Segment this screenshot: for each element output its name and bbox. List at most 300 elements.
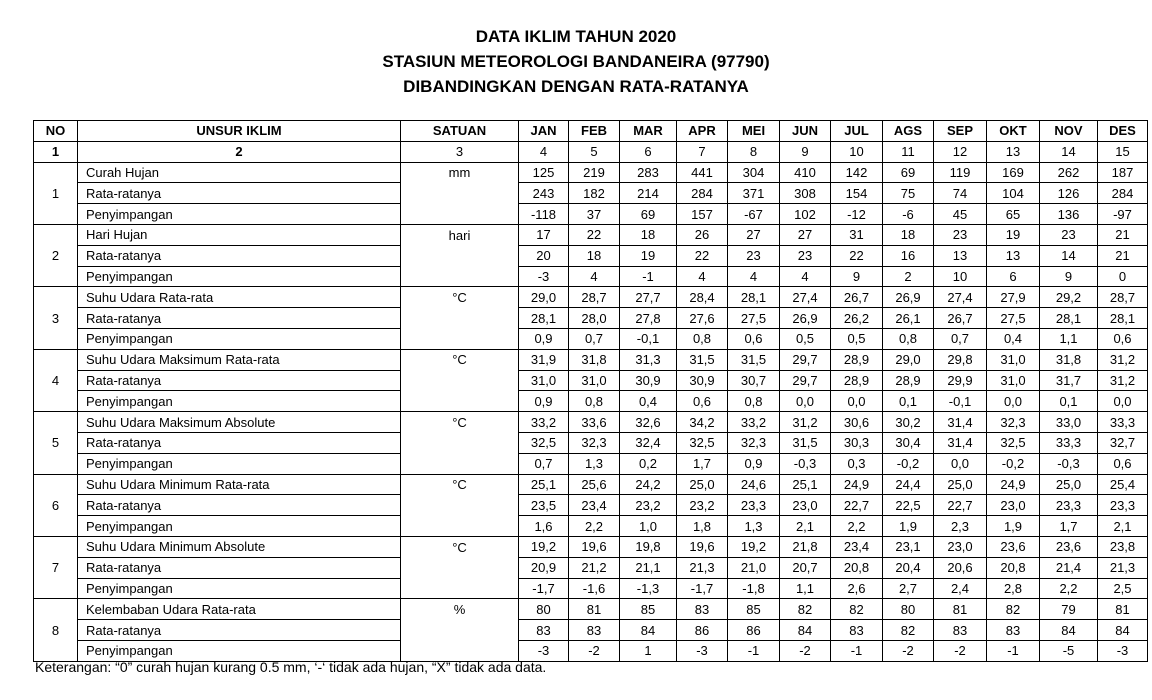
header-month: JUL <box>831 121 883 142</box>
value-cell: 19,2 <box>519 536 569 557</box>
value-cell: 30,6 <box>831 412 883 433</box>
unit-cell <box>401 328 519 349</box>
value-cell: 23,4 <box>569 495 620 516</box>
unit-cell <box>401 453 519 474</box>
value-cell: 33,3 <box>1040 432 1098 453</box>
value-cell: 29,2 <box>1040 287 1098 308</box>
value-cell: 0,0 <box>1098 391 1148 412</box>
value-cell: 0,9 <box>519 328 569 349</box>
value-cell: 154 <box>831 183 883 204</box>
value-cell: 22,7 <box>934 495 987 516</box>
element-name: Hari Hujan <box>78 224 401 245</box>
value-cell: 32,3 <box>728 432 780 453</box>
value-cell: 28,7 <box>569 287 620 308</box>
value-cell: 20,8 <box>831 557 883 578</box>
header-month: DES <box>1098 121 1148 142</box>
value-cell: -2 <box>883 640 934 661</box>
value-cell: 20,6 <box>934 557 987 578</box>
value-cell: 2,2 <box>831 516 883 537</box>
value-cell: 18 <box>620 224 677 245</box>
value-cell: 82 <box>831 599 883 620</box>
header-month: FEB <box>569 121 620 142</box>
value-cell: 0,4 <box>987 328 1040 349</box>
value-cell: 4 <box>677 266 728 287</box>
value-cell: 0,1 <box>883 391 934 412</box>
table-row <box>34 224 1148 245</box>
value-cell: 20,8 <box>987 557 1040 578</box>
value-cell: 157 <box>677 204 728 225</box>
table-row <box>34 453 1148 474</box>
value-cell: 27,8 <box>620 308 677 329</box>
value-cell: -2 <box>569 640 620 661</box>
table-row <box>34 308 1148 329</box>
value-cell: 28,1 <box>1040 308 1098 329</box>
value-cell: 83 <box>987 620 1040 641</box>
value-cell: 20,4 <box>883 557 934 578</box>
element-name: Rata-ratanya <box>78 620 401 641</box>
value-cell: 33,0 <box>1040 412 1098 433</box>
value-cell: 21,8 <box>780 536 831 557</box>
value-cell: 0,0 <box>987 391 1040 412</box>
value-cell: 32,5 <box>519 432 569 453</box>
column-number: 7 <box>677 141 728 162</box>
table-row <box>34 432 1148 453</box>
value-cell: 0,5 <box>831 328 883 349</box>
value-cell: 1,8 <box>677 516 728 537</box>
value-cell: 31,0 <box>987 370 1040 391</box>
value-cell: 23,3 <box>728 495 780 516</box>
value-cell: -5 <box>1040 640 1098 661</box>
value-cell: 24,9 <box>831 474 883 495</box>
value-cell: 22 <box>569 224 620 245</box>
value-cell: 23,6 <box>1040 536 1098 557</box>
value-cell: -0,3 <box>1040 453 1098 474</box>
column-number: 8 <box>728 141 780 162</box>
unit-cell <box>401 557 519 578</box>
value-cell: 27 <box>780 224 831 245</box>
value-cell: -1,6 <box>569 578 620 599</box>
value-cell: 82 <box>987 599 1040 620</box>
value-cell: 19,6 <box>569 536 620 557</box>
value-cell: 25,0 <box>677 474 728 495</box>
value-cell: 21,3 <box>677 557 728 578</box>
value-cell: 23,2 <box>620 495 677 516</box>
value-cell: 0,9 <box>728 453 780 474</box>
value-cell: 0,1 <box>1040 391 1098 412</box>
value-cell: 142 <box>831 162 883 183</box>
unit-cell: °C <box>401 412 519 433</box>
value-cell: 2,3 <box>934 516 987 537</box>
element-name: Kelembaban Udara Rata-rata <box>78 599 401 620</box>
value-cell: -67 <box>728 204 780 225</box>
value-cell: 86 <box>728 620 780 641</box>
value-cell: 31,5 <box>677 349 728 370</box>
value-cell: 0,3 <box>831 453 883 474</box>
unit-cell: mm <box>401 162 519 183</box>
value-cell: 26 <box>677 224 728 245</box>
value-cell: -0,1 <box>934 391 987 412</box>
value-cell: 0,7 <box>934 328 987 349</box>
column-number: 9 <box>780 141 831 162</box>
element-name: Rata-ratanya <box>78 245 401 266</box>
value-cell: 26,1 <box>883 308 934 329</box>
value-cell: -0,3 <box>780 453 831 474</box>
value-cell: 25,1 <box>519 474 569 495</box>
value-cell: -12 <box>831 204 883 225</box>
value-cell: -1,7 <box>519 578 569 599</box>
value-cell: -1,3 <box>620 578 677 599</box>
value-cell: 32,5 <box>677 432 728 453</box>
value-cell: -1 <box>620 266 677 287</box>
table-row <box>34 557 1148 578</box>
value-cell: 81 <box>1098 599 1148 620</box>
value-cell: 21,0 <box>728 557 780 578</box>
value-cell: 18 <box>883 224 934 245</box>
value-cell: 65 <box>987 204 1040 225</box>
column-number: 5 <box>569 141 620 162</box>
value-cell: 243 <box>519 183 569 204</box>
title-line-2: STASIUN METEOROLOGI BANDANEIRA (97790) <box>382 52 770 71</box>
value-cell: 27,6 <box>677 308 728 329</box>
value-cell: 21,4 <box>1040 557 1098 578</box>
value-cell: -0,2 <box>987 453 1040 474</box>
value-cell: 22 <box>831 245 883 266</box>
value-cell: 27,5 <box>728 308 780 329</box>
value-cell: 69 <box>620 204 677 225</box>
value-cell: 2,1 <box>780 516 831 537</box>
value-cell: -3 <box>1098 640 1148 661</box>
value-cell: 20 <box>519 245 569 266</box>
value-cell: 0,2 <box>620 453 677 474</box>
value-cell: 28,7 <box>1098 287 1148 308</box>
value-cell: 29,0 <box>883 349 934 370</box>
value-cell: 23,4 <box>831 536 883 557</box>
value-cell: 80 <box>883 599 934 620</box>
value-cell: 30,4 <box>883 432 934 453</box>
value-cell: 1,3 <box>728 516 780 537</box>
element-name: Penyimpangan <box>78 266 401 287</box>
value-cell: -0,2 <box>883 453 934 474</box>
value-cell: -0,1 <box>620 328 677 349</box>
value-cell: 25,6 <box>569 474 620 495</box>
value-cell: 22,7 <box>831 495 883 516</box>
value-cell: 0,8 <box>677 328 728 349</box>
unit-cell: °C <box>401 287 519 308</box>
value-cell: 4 <box>728 266 780 287</box>
value-cell: 37 <box>569 204 620 225</box>
value-cell: 17 <box>519 224 569 245</box>
value-cell: 10 <box>934 266 987 287</box>
row-number: 1 <box>34 162 78 224</box>
column-number-row <box>34 141 1148 162</box>
value-cell: 16 <box>883 245 934 266</box>
element-name: Penyimpangan <box>78 204 401 225</box>
element-name: Penyimpangan <box>78 453 401 474</box>
value-cell: 214 <box>620 183 677 204</box>
value-cell: 31,0 <box>569 370 620 391</box>
value-cell: 0,4 <box>620 391 677 412</box>
value-cell: 14 <box>1040 245 1098 266</box>
value-cell: 69 <box>883 162 934 183</box>
value-cell: 23 <box>934 224 987 245</box>
title-line-3: DIBANDINGKAN DENGAN RATA-RATANYA <box>403 77 749 96</box>
value-cell: 33,3 <box>1098 412 1148 433</box>
value-cell: 441 <box>677 162 728 183</box>
value-cell: 0,7 <box>519 453 569 474</box>
header-no: NO <box>34 121 78 142</box>
value-cell: 31,8 <box>569 349 620 370</box>
value-cell: 284 <box>677 183 728 204</box>
value-cell: 21,1 <box>620 557 677 578</box>
value-cell: 30,3 <box>831 432 883 453</box>
value-cell: 0,6 <box>1098 453 1148 474</box>
value-cell: 31,0 <box>987 349 1040 370</box>
unit-cell: °C <box>401 536 519 557</box>
value-cell: -3 <box>519 640 569 661</box>
table-row <box>34 391 1148 412</box>
value-cell: 22 <box>677 245 728 266</box>
value-cell: -3 <box>519 266 569 287</box>
value-cell: 32,4 <box>620 432 677 453</box>
value-cell: 0,6 <box>1098 328 1148 349</box>
value-cell: 31,4 <box>934 412 987 433</box>
header-unsur-iklim: UNSUR IKLIM <box>78 121 401 142</box>
value-cell: 23 <box>1040 224 1098 245</box>
value-cell: 20,9 <box>519 557 569 578</box>
value-cell: 23,6 <box>987 536 1040 557</box>
value-cell: 31,7 <box>1040 370 1098 391</box>
value-cell: 28,9 <box>831 370 883 391</box>
value-cell: 25,0 <box>934 474 987 495</box>
value-cell: 31,2 <box>1098 349 1148 370</box>
value-cell: 34,2 <box>677 412 728 433</box>
column-number: 6 <box>620 141 677 162</box>
value-cell: 6 <box>987 266 1040 287</box>
value-cell: 19,8 <box>620 536 677 557</box>
value-cell: 23,3 <box>1040 495 1098 516</box>
value-cell: 169 <box>987 162 1040 183</box>
unit-cell <box>401 308 519 329</box>
element-name: Suhu Udara Minimum Absolute <box>78 536 401 557</box>
value-cell: 31,4 <box>934 432 987 453</box>
value-cell: 0,7 <box>569 328 620 349</box>
value-cell: 2,2 <box>1040 578 1098 599</box>
element-name: Penyimpangan <box>78 391 401 412</box>
value-cell: 86 <box>677 620 728 641</box>
header-month: JAN <box>519 121 569 142</box>
value-cell: 28,1 <box>519 308 569 329</box>
value-cell: 32,7 <box>1098 432 1148 453</box>
value-cell: 33,2 <box>519 412 569 433</box>
value-cell: 1,0 <box>620 516 677 537</box>
value-cell: 20,7 <box>780 557 831 578</box>
table-row <box>34 204 1148 225</box>
value-cell: 371 <box>728 183 780 204</box>
unit-cell <box>401 578 519 599</box>
table-row <box>34 578 1148 599</box>
value-cell: 29,7 <box>780 370 831 391</box>
value-cell: 19 <box>987 224 1040 245</box>
value-cell: 23,0 <box>934 536 987 557</box>
document-title <box>0 24 1152 99</box>
value-cell: 84 <box>620 620 677 641</box>
value-cell: 26,2 <box>831 308 883 329</box>
value-cell: 262 <box>1040 162 1098 183</box>
header-satuan: SATUAN <box>401 121 519 142</box>
value-cell: 27,4 <box>780 287 831 308</box>
value-cell: 23,0 <box>987 495 1040 516</box>
value-cell: 1,1 <box>780 578 831 599</box>
value-cell: 21,3 <box>1098 557 1148 578</box>
unit-cell <box>401 266 519 287</box>
value-cell: 32,3 <box>987 412 1040 433</box>
value-cell: 23,1 <box>883 536 934 557</box>
value-cell: 1,1 <box>1040 328 1098 349</box>
footnote: Keterangan: “0” curah hujan kurang 0.5 mm, ‘-‘ tidak ada hujan, “X” tidak ada data. <box>35 659 547 675</box>
value-cell: 9 <box>1040 266 1098 287</box>
value-cell: 25,0 <box>1040 474 1098 495</box>
value-cell: 84 <box>1098 620 1148 641</box>
value-cell: 27,5 <box>987 308 1040 329</box>
value-cell: 24,2 <box>620 474 677 495</box>
table-row <box>34 162 1148 183</box>
value-cell: 25,4 <box>1098 474 1148 495</box>
value-cell: 2,5 <box>1098 578 1148 599</box>
element-name: Suhu Udara Minimum Rata-rata <box>78 474 401 495</box>
value-cell: 0,0 <box>780 391 831 412</box>
value-cell: 82 <box>780 599 831 620</box>
value-cell: 83 <box>831 620 883 641</box>
value-cell: 24,4 <box>883 474 934 495</box>
value-cell: 284 <box>1098 183 1148 204</box>
value-cell: 19 <box>620 245 677 266</box>
header-month: MEI <box>728 121 780 142</box>
value-cell: 1,6 <box>519 516 569 537</box>
value-cell: 0,6 <box>728 328 780 349</box>
value-cell: 21 <box>1098 245 1148 266</box>
unit-cell: °C <box>401 474 519 495</box>
value-cell: 23,3 <box>1098 495 1148 516</box>
value-cell: 182 <box>569 183 620 204</box>
value-cell: 31,2 <box>780 412 831 433</box>
unit-cell <box>401 204 519 225</box>
value-cell: 4 <box>780 266 831 287</box>
value-cell: 125 <box>519 162 569 183</box>
value-cell: 80 <box>519 599 569 620</box>
value-cell: 31,9 <box>519 349 569 370</box>
row-number: 6 <box>34 474 78 536</box>
table-row <box>34 516 1148 537</box>
row-number: 5 <box>34 412 78 474</box>
value-cell: 0,5 <box>780 328 831 349</box>
value-cell: 29,7 <box>780 349 831 370</box>
column-number: 1 <box>34 141 78 162</box>
element-name: Curah Hujan <box>78 162 401 183</box>
table-row <box>34 328 1148 349</box>
value-cell: 29,8 <box>934 349 987 370</box>
value-cell: 30,2 <box>883 412 934 433</box>
value-cell: 30,9 <box>677 370 728 391</box>
value-cell: 13 <box>987 245 1040 266</box>
value-cell: 29,0 <box>519 287 569 308</box>
table-row <box>34 370 1148 391</box>
value-cell: 23,0 <box>780 495 831 516</box>
unit-cell: °C <box>401 349 519 370</box>
value-cell: -1,7 <box>677 578 728 599</box>
value-cell: 21 <box>1098 224 1148 245</box>
column-number: 2 <box>78 141 401 162</box>
value-cell: 26,7 <box>934 308 987 329</box>
value-cell: 187 <box>1098 162 1148 183</box>
unit-cell: % <box>401 599 519 620</box>
value-cell: 26,9 <box>883 287 934 308</box>
unit-cell <box>401 391 519 412</box>
table-row <box>34 620 1148 641</box>
column-number: 10 <box>831 141 883 162</box>
table-row <box>34 287 1148 308</box>
value-cell: 82 <box>883 620 934 641</box>
value-cell: 29,9 <box>934 370 987 391</box>
value-cell: 28,0 <box>569 308 620 329</box>
value-cell: 81 <box>934 599 987 620</box>
column-number: 4 <box>519 141 569 162</box>
header-month: JUN <box>780 121 831 142</box>
value-cell: 26,7 <box>831 287 883 308</box>
value-cell: 0,9 <box>519 391 569 412</box>
value-cell: 84 <box>1040 620 1098 641</box>
unit-cell <box>401 245 519 266</box>
value-cell: 27,7 <box>620 287 677 308</box>
value-cell: 23,5 <box>519 495 569 516</box>
value-cell: 1,7 <box>677 453 728 474</box>
value-cell: 31,5 <box>728 349 780 370</box>
value-cell: 21,2 <box>569 557 620 578</box>
value-cell: 19,6 <box>677 536 728 557</box>
value-cell: 2,7 <box>883 578 934 599</box>
value-cell: 74 <box>934 183 987 204</box>
value-cell: 31,3 <box>620 349 677 370</box>
value-cell: 45 <box>934 204 987 225</box>
value-cell: 83 <box>569 620 620 641</box>
table-row <box>34 536 1148 557</box>
value-cell: 31,0 <box>519 370 569 391</box>
value-cell: 28,4 <box>677 287 728 308</box>
value-cell: 23,2 <box>677 495 728 516</box>
row-number: 8 <box>34 599 78 661</box>
value-cell: 30,7 <box>728 370 780 391</box>
element-name: Penyimpangan <box>78 640 401 661</box>
table-row <box>34 349 1148 370</box>
value-cell: 0,0 <box>934 453 987 474</box>
value-cell: 28,9 <box>831 349 883 370</box>
value-cell: 219 <box>569 162 620 183</box>
title-line-1: DATA IKLIM TAHUN 2020 <box>475 27 677 46</box>
value-cell: -2 <box>934 640 987 661</box>
table-row <box>34 474 1148 495</box>
value-cell: 28,1 <box>1098 308 1148 329</box>
unit-cell <box>401 432 519 453</box>
value-cell: -1,8 <box>728 578 780 599</box>
value-cell: -97 <box>1098 204 1148 225</box>
value-cell: 0,8 <box>883 328 934 349</box>
value-cell: 32,6 <box>620 412 677 433</box>
value-cell: 85 <box>728 599 780 620</box>
value-cell: 119 <box>934 162 987 183</box>
value-cell: 27 <box>728 224 780 245</box>
value-cell: 83 <box>519 620 569 641</box>
element-name: Suhu Udara Maksimum Rata-rata <box>78 349 401 370</box>
value-cell: 28,9 <box>883 370 934 391</box>
